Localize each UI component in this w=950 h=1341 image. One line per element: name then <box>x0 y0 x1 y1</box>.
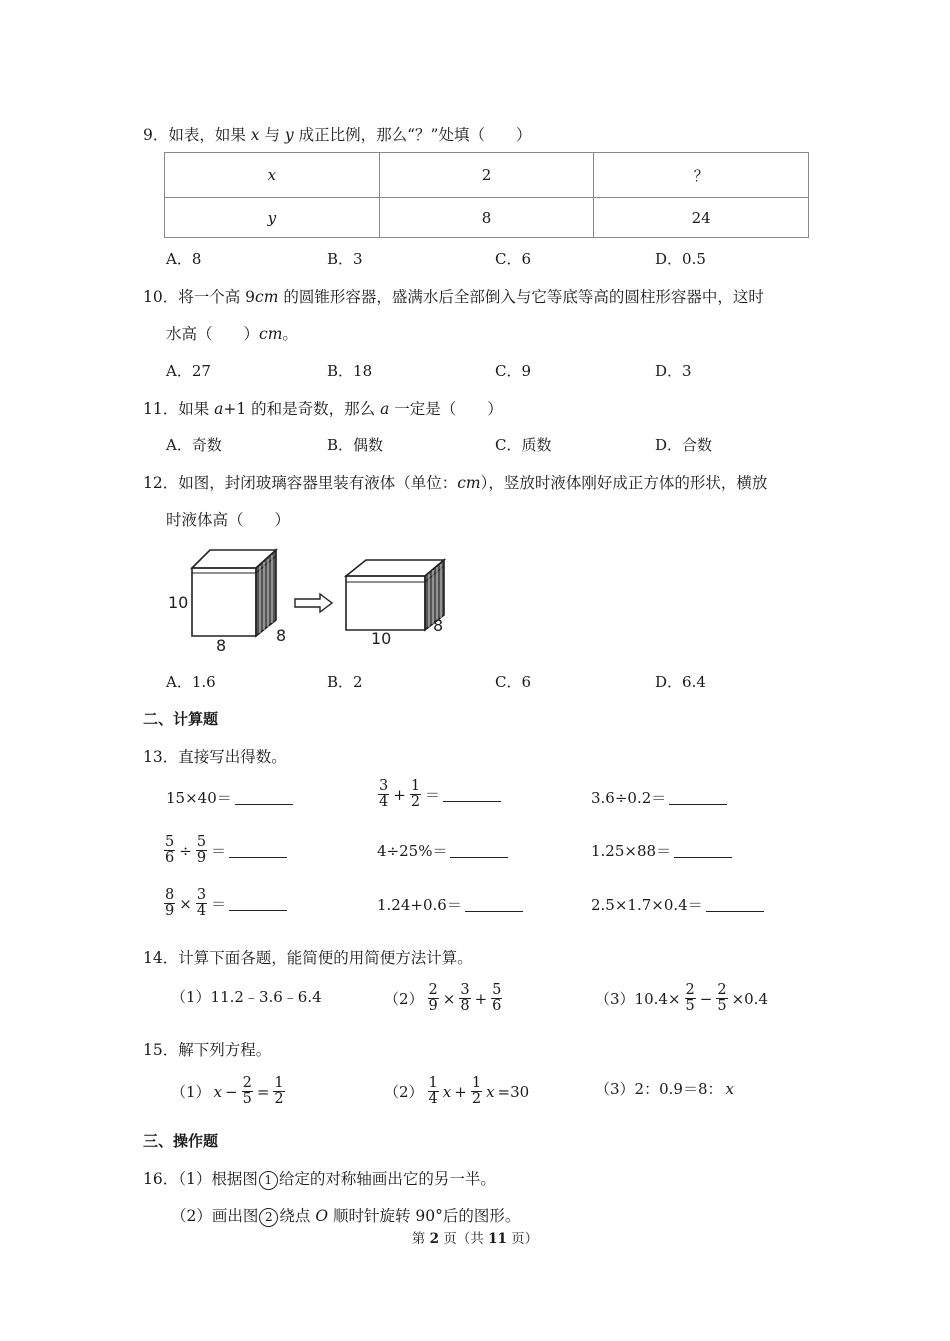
left-height-label: 10 <box>168 593 189 612</box>
q10-option-a: A．27 <box>166 362 211 380</box>
fraction: $\frac{3}{4}$ <box>196 887 207 920</box>
q9-option-c: C．6 <box>495 250 532 268</box>
q12-option-d: D．6.4 <box>655 673 706 691</box>
q13-item-1: 15×40＝ <box>166 787 293 808</box>
q12-option-b: B．2 <box>327 673 363 691</box>
q15-equation-2: （2） $\frac{1}{4}$ x + $\frac{1}{2}$ x =30 <box>384 1075 530 1108</box>
fraction: $\frac{2}{9}$ <box>428 982 438 1015</box>
answer-blank <box>443 787 501 802</box>
q9-stem: 9．如表，如果 x 与 y 成正比例，那么“？”处填（ ） <box>143 126 532 144</box>
section-calculation-heading: 二、计算题 <box>143 710 219 728</box>
table-cell: 24 <box>594 198 809 238</box>
table-cell: y <box>165 198 380 238</box>
table-cell: x <box>165 153 380 198</box>
q10-option-b: B．18 <box>327 362 373 380</box>
fraction: $\frac{5}{9}$ <box>196 834 207 867</box>
fraction: $\frac{1}{2}$ <box>471 1075 482 1108</box>
fraction: $\frac{3}{8}$ <box>460 982 470 1015</box>
q9-option-d: D．0.5 <box>655 250 706 268</box>
answer-blank <box>235 790 293 805</box>
q13-item-6: 1.25×88＝ <box>591 840 732 861</box>
q12-option-a: A．1.6 <box>166 673 216 691</box>
q16-line2: （2）画出图 2 绕点 O 顺时针旋转 90°后的图形。 <box>171 1207 521 1225</box>
q12-stem-line1: 12．如图，封闭玻璃容器里装有液体（单位：cm），竖放时液体刚好成正方体的形状，横放 <box>143 474 768 492</box>
page-footer: 第 2 页（共 11 页） <box>411 1231 539 1247</box>
table-row <box>165 198 809 238</box>
q14-problem-1: （1）11.2﹣3.6﹣6.4 <box>171 988 322 1006</box>
upright-container <box>192 550 276 636</box>
q13-item-8: 1.24+0.6＝ <box>377 894 523 915</box>
q12-option-c: C．6 <box>495 673 532 691</box>
q13-item-4: $\frac{5}{6}$ ÷ $\frac{5}{9}$ ＝ <box>163 835 287 866</box>
q13-item-3: 3.6÷0.2＝ <box>591 787 727 808</box>
q16-line1: 16．（1）根据图 1 给定的对称轴画出它的另一半。 <box>143 1170 496 1188</box>
right-arrow-icon <box>295 594 332 612</box>
circled-number: 1 <box>259 1171 278 1190</box>
q10-stem-line1: 10．将一个高 9cm 的圆锥形容器，盛满水后全部倒入与它等底等高的圆柱形容器中，这时 <box>143 288 764 306</box>
section-operation-heading: 三、操作题 <box>143 1132 219 1150</box>
fraction: $\frac{5}{6}$ <box>492 982 502 1015</box>
fraction: $\frac{5}{6}$ <box>165 834 175 867</box>
q15-stem: 15．解下列方程。 <box>143 1041 272 1059</box>
fraction: $\frac{1}{2}$ <box>410 778 421 811</box>
fraction: $\frac{2}{5}$ <box>685 982 695 1015</box>
answer-blank <box>229 896 287 911</box>
q13-item-9: 2.5×1.7×0.4＝ <box>591 894 764 915</box>
answer-blank <box>669 790 727 805</box>
q10-option-d: D．3 <box>655 362 692 380</box>
q9-option-a: A．8 <box>166 250 202 268</box>
q11-option-b: B．偶数 <box>327 436 384 454</box>
answer-blank <box>229 843 287 858</box>
q11-option-d: D．合数 <box>655 436 713 454</box>
answer-blank <box>450 843 508 858</box>
fraction: $\frac{8}{9}$ <box>165 887 175 920</box>
fraction: $\frac{1}{2}$ <box>274 1075 284 1108</box>
q14-problem-2: （2） $\frac{2}{9}$ × $\frac{3}{8}$ + $\frac{5}{6}$ <box>384 982 502 1015</box>
q15-equation-3: （3）2：0.9＝8： x <box>595 1079 734 1098</box>
right-width-label: 10 <box>371 629 392 648</box>
q14-problem-3: （3）10.4× $\frac{2}{5}$ − $\frac{2}{5}$ ×0.4 <box>595 982 768 1015</box>
q13-item-2: $\frac{3}{4}$ + $\frac{1}{2}$ ＝ <box>377 779 501 810</box>
table-cell: ？ <box>594 153 809 198</box>
q11-stem: 11．如果 a+1 的和是奇数，那么 a 一定是（ ） <box>143 400 503 418</box>
circled-number: 2 <box>259 1208 278 1227</box>
q13-stem: 13．直接写出得数。 <box>143 748 287 766</box>
fraction: $\frac{2}{5}$ <box>717 982 727 1015</box>
q12-stem-line2: 时液体高（ ） <box>166 511 291 529</box>
q11-option-a: A．奇数 <box>166 436 222 454</box>
table-cell: 8 <box>379 198 594 238</box>
q14-stem: 14．计算下面各题，能简便的用简便方法计算。 <box>143 949 473 967</box>
left-width-label: 8 <box>216 636 227 655</box>
q13-item-7: $\frac{8}{9}$ × $\frac{3}{4}$ ＝ <box>163 888 287 919</box>
q12-container-figure <box>160 540 460 655</box>
fraction: $\frac{1}{4}$ <box>428 1075 438 1108</box>
fraction: $\frac{2}{5}$ <box>242 1075 252 1108</box>
answer-blank <box>465 897 523 912</box>
q11-option-c: C．质数 <box>495 436 552 454</box>
fraction: $\frac{3}{4}$ <box>379 778 389 811</box>
right-depth-label: 8 <box>433 616 444 635</box>
answer-blank <box>706 897 764 912</box>
answer-blank <box>674 843 732 858</box>
q15-equation-1: （1） x − $\frac{2}{5}$ = $\frac{1}{2}$ <box>171 1075 284 1108</box>
table-cell: 2 <box>379 153 594 198</box>
q10-option-c: C．9 <box>495 362 532 380</box>
left-depth-label: 8 <box>276 626 287 645</box>
q10-stem-line2: 水高（ ）cm。 <box>166 325 298 343</box>
q13-item-5: 4÷25%＝ <box>377 840 508 861</box>
q9-ratio-table <box>164 152 809 238</box>
q9-option-b: B．3 <box>327 250 363 268</box>
table-row <box>165 153 809 198</box>
